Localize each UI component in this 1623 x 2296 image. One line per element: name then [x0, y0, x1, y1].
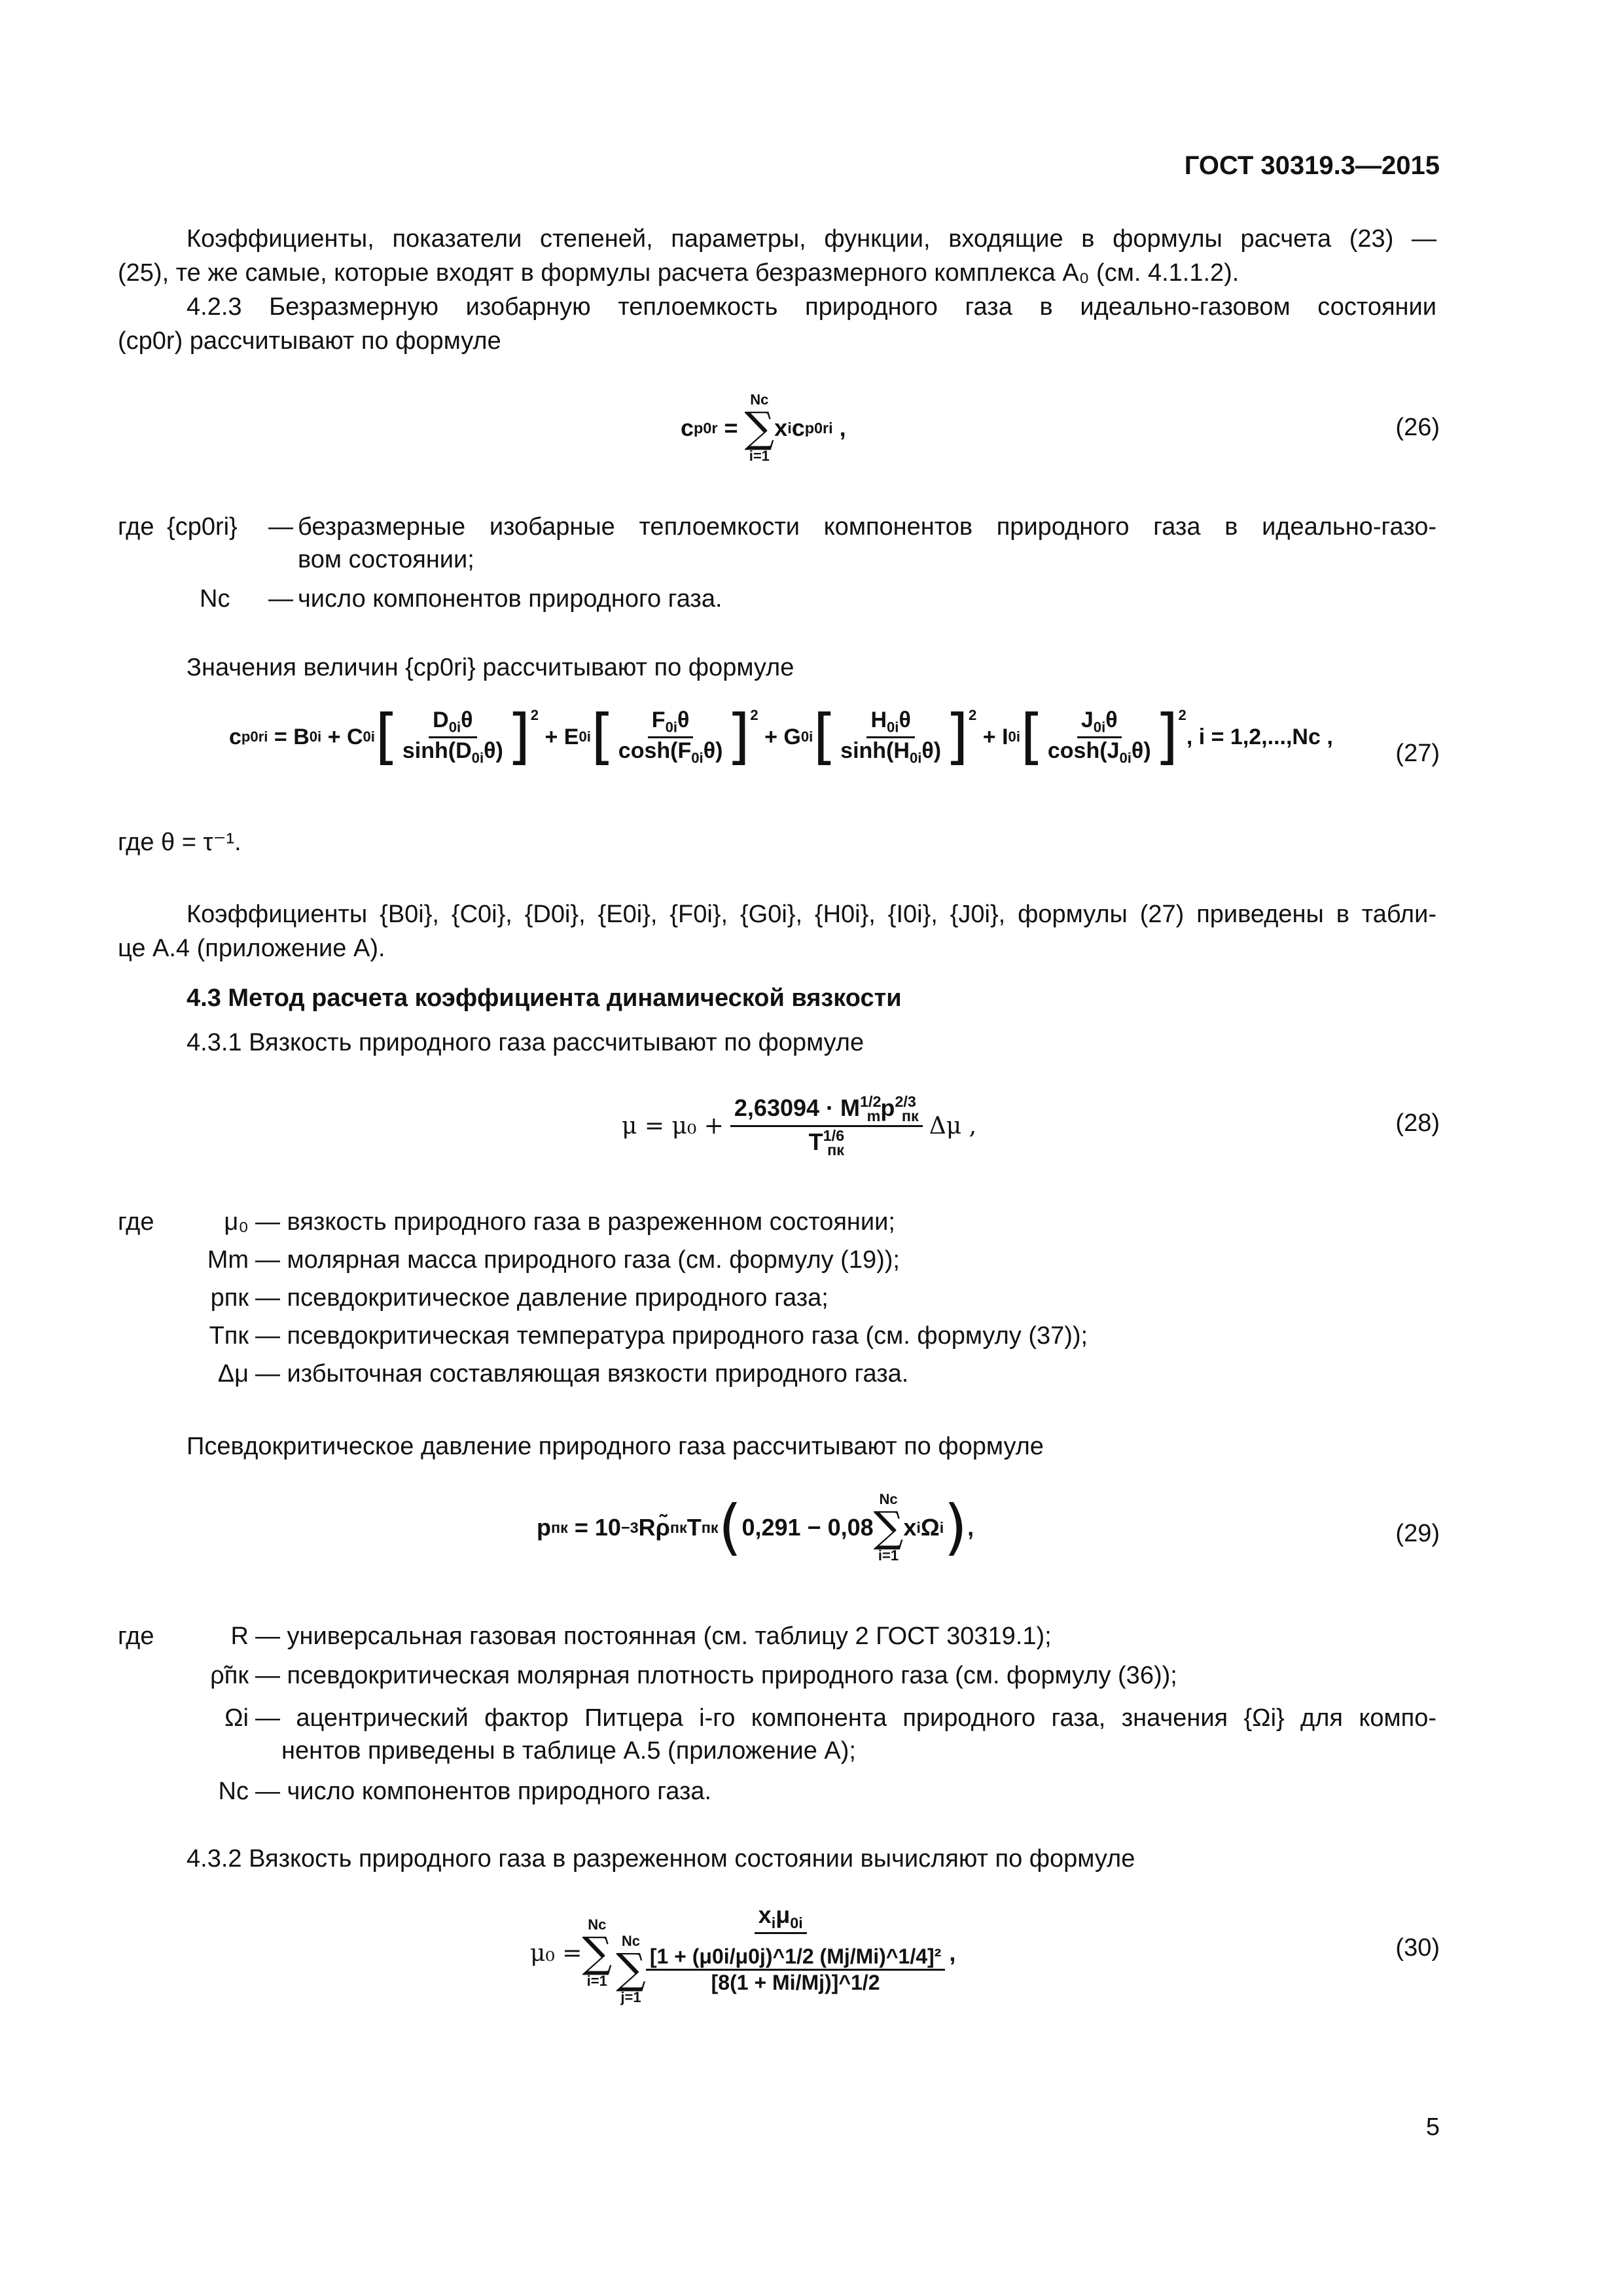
eq30-fraction: $x_i\mu_{0i}$ Nc ∑ j=1 $\frac{\text{[1 + (μ0i/μ0j)\textasciicircum{}1/2 (Mj/Mi)\textasciicircum{}1/4]²}}{[8(1 + Mi/Mj)]\^{}1/2}$ — [612, 1901, 949, 2005]
page-number: 5 — [1425, 2113, 1440, 2141]
paragraph-coef-table-line1: Коэффициенты {B0i}, {C0i}, {D0i}, {E0i}, {F0i}, {G0i}, {H0i}, {I0i}, {J0i}, формулы (27) приведены в табли- — [187, 901, 1436, 928]
def28-text-2: — псевдокритическое давление природного газа; — [255, 1284, 829, 1312]
def29-sym-0: R — [230, 1623, 249, 1650]
eq26-lhs: c — [681, 414, 694, 441]
paragraph-coefficients-line2: (25), те же самые, которые входят в формулы расчета безразмерного комплекса A₀ (см. 4.1.1.2). — [118, 259, 1240, 287]
def29-sym-3: Nc — [218, 1778, 249, 1805]
paragraph-coef-table-line2: це А.4 (приложение А). — [118, 935, 385, 962]
section-4-2-3-line2: (cp0r) рассчитывают по формуле — [118, 327, 501, 355]
def28-text-4: — избыточная составляющая вязкости природного газа. — [255, 1360, 909, 1388]
def26-sym-1: Nc — [200, 585, 230, 613]
equation-number-29: (29) — [1395, 1520, 1440, 1547]
eq26-lhs-sub: p0r — [694, 419, 718, 437]
eq29-sum: Nc ∑ i=1 — [873, 1491, 904, 1564]
formula-30: μ₀ = Nc ∑ i=1 $x_i\mu_{0i}$ Nc ∑ j=1 $\frac{\text{[1 + (μ0i/μ0j)\textasciicircum{}1/2 (Mj/Mi)\textasciicircum{}1/4]²}}{[8(1 + Mi/Mj)]\^{}1/2}$ , — [530, 1901, 956, 2006]
def26-text-0b: вом состоянии; — [298, 546, 474, 573]
standard-header: ГОСТ 30319.3—2015 — [1184, 151, 1440, 180]
paragraph-values: Значения величин {cp0ri} рассчитывают по формуле — [187, 654, 794, 681]
equation-number-26: (26) — [1395, 414, 1440, 441]
paragraph-coefficients-line1: Коэффициенты, показатели степеней, параметры, функции, входящие в формулы расчета (23) — — [187, 225, 1436, 253]
equation-number-28: (28) — [1395, 1109, 1440, 1137]
formula-29: p пк = 10 −3 R ρ̃ пк T пк ( 0,291 − 0,08 Nc ∑ i=1 x i Ω i ) , — [537, 1491, 974, 1564]
def28-sym-1: Mm — [207, 1246, 249, 1274]
def28-sym-4: Δμ — [217, 1360, 249, 1388]
def29-text-1: — псевдокритическая молярная плотность природного газа (см. формулу (36)); — [255, 1662, 1177, 1689]
def29-text-2b: нентов приведены в таблице А.5 (приложение А); — [281, 1737, 856, 1765]
def29-sym-2: Ωi — [224, 1704, 249, 1732]
formula-27: c p0ri = B 0i + C 0i [ $\frac{D_{0i}\theta}{\sinh(D_{0i}\theta)}$ ] $^2$ + E 0i [ $\frac{F_{0i}\theta}{\cosh(F_{0i}\theta)}$ ] $^2$ + G 0i [ $\frac{H_{0i}\theta}{\sinh(H_{0i}\theta)}$ ] $^2$ + I 0i [ $\frac{J_{0i}\theta}{\cosh(J_{0i}\theta)}$ ] $^2$ , i = 1,2,...,Nc , — [229, 702, 1333, 772]
def28-sym-0: μ₀ — [224, 1208, 249, 1236]
paragraph-pseudocritical: Псевдокритическое давление природного газа рассчитывают по формуле — [187, 1433, 1044, 1460]
equation-number-27: (27) — [1395, 740, 1440, 767]
def26-sym-0: {cp0ri} — [167, 513, 238, 541]
eq26-x: x — [774, 414, 788, 441]
where-label-26: где — [118, 513, 154, 541]
formula-28: μ = μ₀ + $\frac{2,63094 \cdot M^{1/2}_mp^{2/3}_{пк}}{T^{1/6}_{пк}}$ Δμ , — [622, 1093, 977, 1159]
def26-text-1: число компонентов природного газа. — [298, 585, 722, 613]
formula-26: c p0r = Nc ∑ i=1 x i c p0ri , — [681, 391, 846, 464]
eq30-sum-outer: Nc ∑ i=1 — [582, 1916, 613, 1990]
def26-text-0a: безразмерные изобарные теплоемкости компонентов природного газа в идеально-газо- — [298, 513, 1436, 541]
eq26-sum: Nc ∑ i=1 — [744, 391, 775, 464]
def28-text-1: — молярная масса природного газа (см. формулу (19)); — [255, 1246, 900, 1274]
section-4-3-1: 4.3.1 Вязкость природного газа рассчитывают по формуле — [187, 1029, 865, 1056]
where-theta: где θ = τ⁻¹. — [118, 829, 241, 856]
eq27-range: , i = 1,2,...,Nc , — [1186, 724, 1333, 749]
def28-sym-2: pпк — [210, 1284, 249, 1312]
def28-sym-3: Tпк — [209, 1322, 249, 1350]
section-4-3-2: 4.3.2 Вязкость природного газа в разреженном состоянии вычисляют по формуле — [187, 1845, 1135, 1873]
where-label-29: где — [118, 1623, 154, 1650]
eq27-term-2: + G 0i [ $\frac{H_{0i}\theta}{\sinh(H_{0i}\theta)}$ ] $^2$ — [758, 702, 977, 772]
def29-text-2a: — ацентрический фактор Питцера i-го компонента природного газа, значения {Ωi} для компо- — [255, 1704, 1436, 1732]
def29-sym-1: ρ̃пк — [210, 1662, 249, 1689]
where-label-28: где — [118, 1208, 154, 1236]
equation-number-30: (30) — [1395, 1934, 1440, 1962]
def26-dash-1: — — [268, 585, 293, 613]
eq30-sum-inner: Nc ∑ j=1 — [616, 1933, 646, 2006]
section-4-2-3-line1: 4.2.3 Безразмерную изобарную теплоемкость природного газа в идеально-газовом состоянии — [187, 293, 1436, 321]
eq27-term-1: + E 0i [ $\frac{F_{0i}\theta}{\cosh(F_{0i}\theta)}$ ] $^2$ — [539, 702, 758, 772]
def26-dash-0: — — [268, 513, 293, 541]
eq27-term-0: + C 0i [ $\frac{D_{0i}\theta}{\sinh(D_{0i}\theta)}$ ] $^2$ — [321, 702, 539, 772]
def28-text-0: — вязкость природного газа в разреженном состоянии; — [255, 1208, 895, 1236]
section-4-3-heading: 4.3 Метод расчета коэффициента динамической вязкости — [187, 984, 902, 1012]
def29-text-3: — число компонентов природного газа. — [255, 1778, 712, 1805]
eq27-term-3: + I 0i [ $\frac{J_{0i}\theta}{\cosh(J_{0i}\theta)}$ ] $^2$ — [976, 702, 1186, 772]
def28-text-3: — псевдокритическая температура природного газа (см. формулу (37)); — [255, 1322, 1088, 1350]
def29-text-0: — универсальная газовая постоянная (см. таблицу 2 ГОСТ 30319.1); — [255, 1623, 1052, 1650]
